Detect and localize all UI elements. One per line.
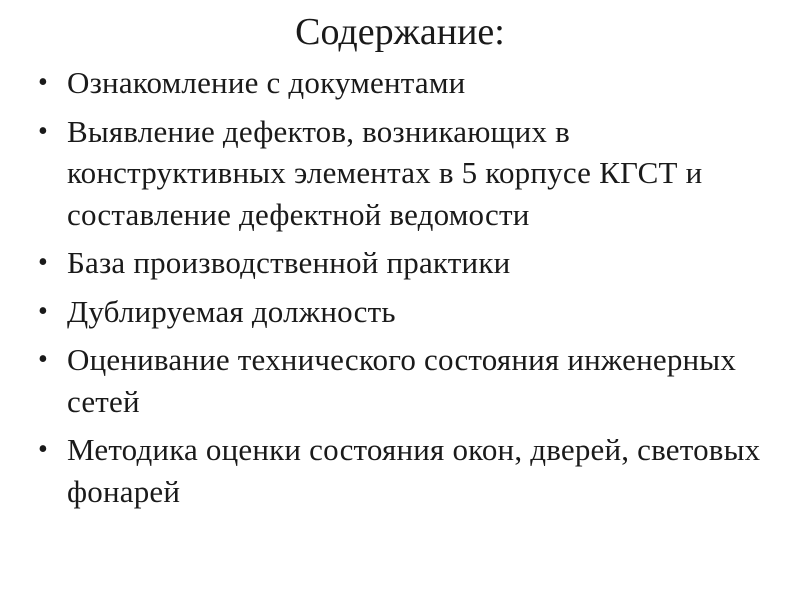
bullet-icon: • <box>38 67 48 98</box>
bullet-item-windows-doors <box>38 429 778 512</box>
bullet-item-duplicated-position <box>38 291 778 333</box>
bullet-icon: • <box>38 434 48 465</box>
slide-title: Содержание: <box>295 11 505 53</box>
bullet-item-engineering-networks <box>38 339 778 422</box>
bullet-icon: • <box>38 247 48 278</box>
bullet-list <box>38 62 778 519</box>
bullet-item-defects <box>38 111 778 236</box>
bullet-icon: • <box>38 344 48 375</box>
bullet-text: Ознакомление с документами <box>67 65 466 100</box>
bullet-text: Дублируемая должность <box>67 293 396 329</box>
bullet-text: Методика оценки состояния окон, дверей, световых фонарей <box>67 432 761 509</box>
bullet-text: База производственной практики <box>67 245 511 280</box>
bullet-icon: • <box>38 115 48 147</box>
bullet-text: Оценивание технического состояния инженерных сетей <box>67 342 737 419</box>
bullet-item-practice-base <box>38 242 778 284</box>
bullet-item-documents <box>38 62 778 104</box>
bullet-text: Выявление дефектов, возникающих в конструктивных элементах в 5 корпусе КГСТ и составление дефектной ведомости <box>67 113 703 232</box>
bullet-icon: • <box>38 295 48 327</box>
